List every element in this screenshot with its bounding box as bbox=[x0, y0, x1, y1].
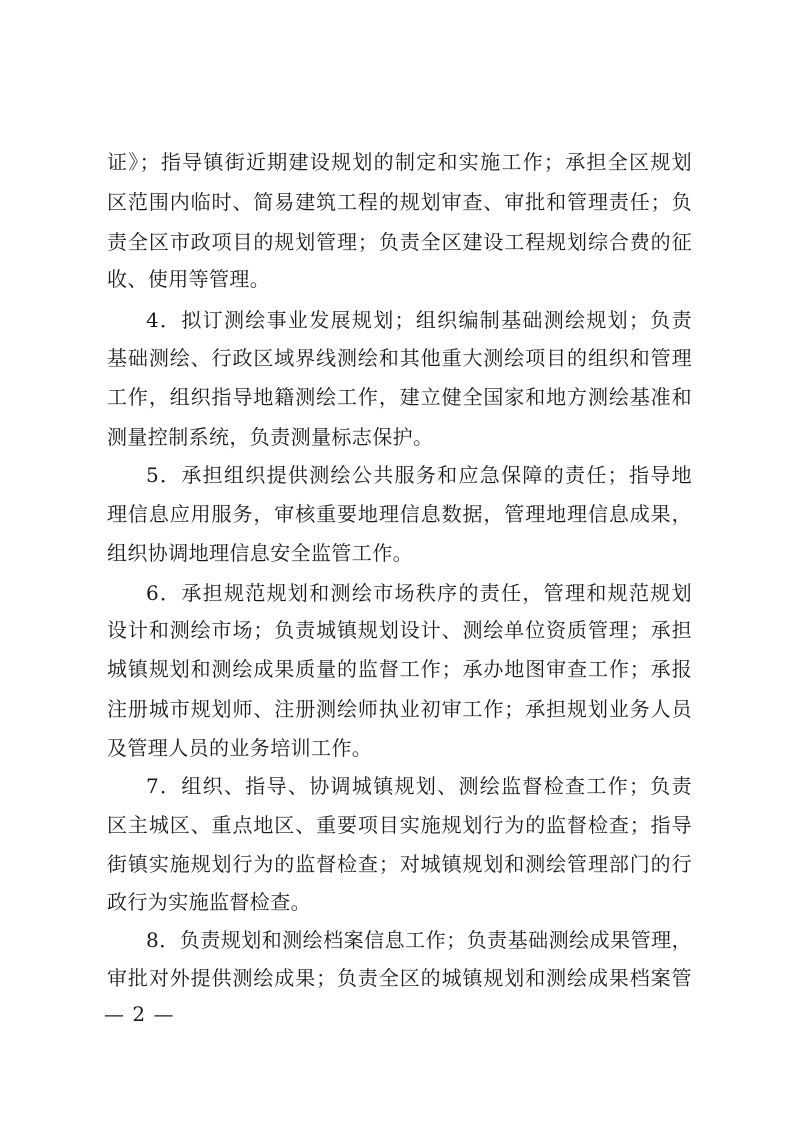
text-line: 工作，组织指导地籍测绘工作，建立健全国家和地方测绘基准和 bbox=[107, 385, 692, 409]
paragraph-start-line: 6．承担规范规划和测绘市场秩序的责任，管理和规范规划 bbox=[146, 581, 692, 605]
text-line: 理信息应用服务，审核重要地理信息数据，管理地理信息成果， bbox=[107, 502, 692, 526]
paragraph-start-line: 4．拟订测绘事业发展规划；组织编制基础测绘规划；负责 bbox=[146, 308, 692, 332]
text-line: 组织协调地理信息安全监管工作。 bbox=[107, 541, 413, 565]
text-line: 审批对外提供测绘成果；负责全区的城镇规划和测绘成果档案管 bbox=[107, 966, 692, 990]
text-line: 基础测绘、行政区域界线测绘和其他重大测绘项目的组织和管理 bbox=[107, 346, 692, 370]
page-number: — 2 — bbox=[104, 1002, 175, 1026]
text-line: 测量控制系统，负责测量标志保护。 bbox=[107, 425, 434, 449]
text-line: 及管理人员的业务培训工作。 bbox=[107, 736, 373, 760]
text-line: 证》；指导镇街近期建设规划的制定和实施工作；承担全区规划 bbox=[107, 150, 692, 174]
text-line: 街镇实施规划行为的监督检查；对城镇规划和测绘管理部门的行 bbox=[107, 852, 692, 876]
paragraph-start-line: 5．承担组织提供测绘公共服务和应急保障的责任；指导地 bbox=[146, 463, 692, 487]
text-line: 收、使用等管理。 bbox=[107, 267, 271, 291]
text-line: 政行为实施监督检查。 bbox=[107, 890, 311, 914]
text-line: 设计和测绘市场；负责城镇规划设计、测绘单位资质管理；承担 bbox=[107, 618, 692, 642]
text-line: 责全区市政项目的规划管理；负责全区建设工程规划综合费的征 bbox=[107, 230, 692, 254]
paragraph-start-line: 7．组织、指导、协调城镇规划、测绘监督检查工作；负责 bbox=[146, 774, 692, 798]
text-line: 区主城区、重点地区、重要项目实施规划行为的监督检查；指导 bbox=[107, 813, 692, 837]
text-line: 注册城市规划师、注册测绘师执业初审工作；承担规划业务人员 bbox=[107, 697, 692, 721]
text-line: 城镇规划和测绘成果质量的监督工作；承办地图审查工作；承报 bbox=[107, 657, 692, 681]
paragraph-start-line: 8．负责规划和测绘档案信息工作；负责基础测绘成果管理， bbox=[146, 928, 692, 952]
text-line: 区范围内临时、简易建筑工程的规划审查、审批和管理责任；负 bbox=[107, 190, 692, 214]
